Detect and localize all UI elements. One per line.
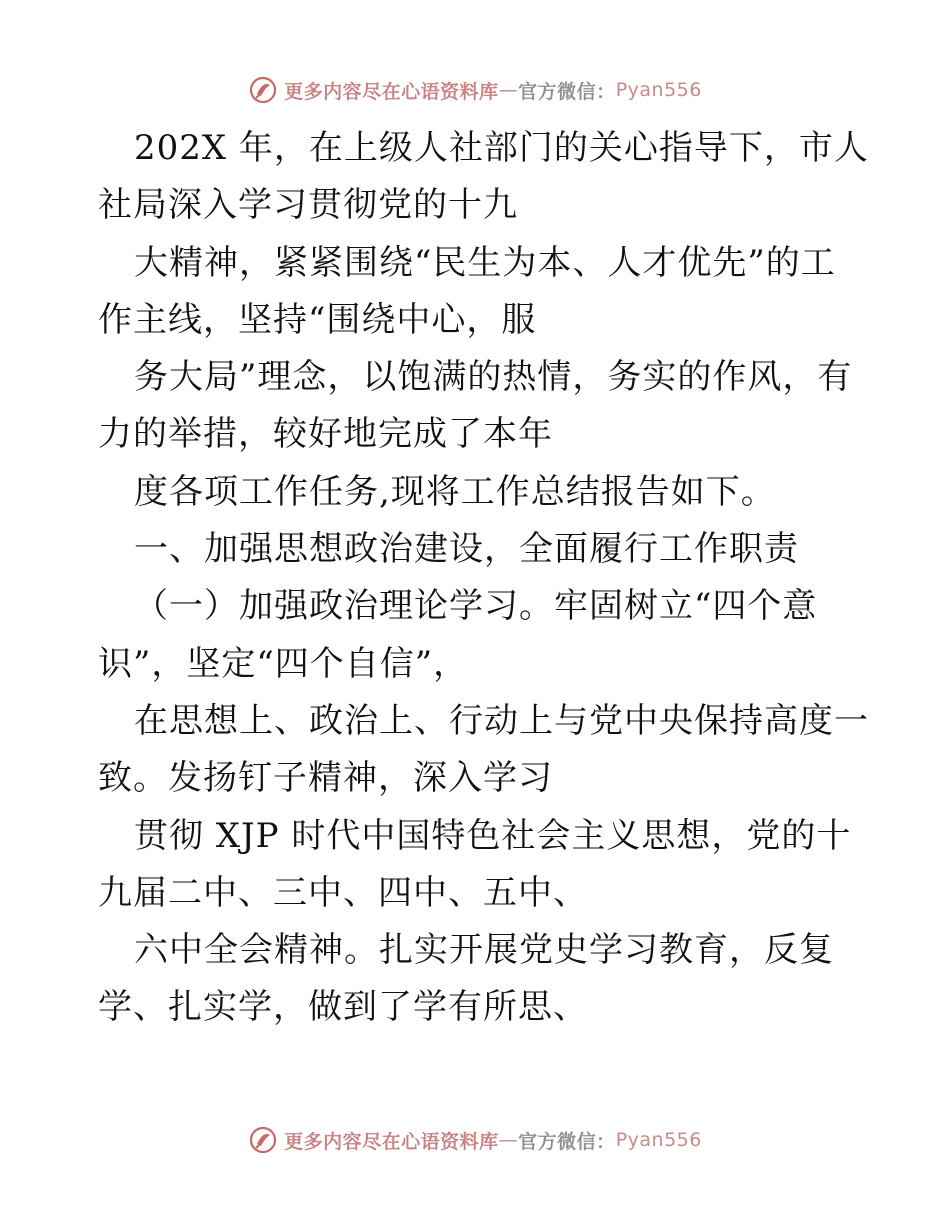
- paragraph-line: 作主线，坚持“围绕中心，服: [98, 299, 537, 340]
- paragraph-line: 识”，坚定“四个自信”，: [98, 643, 469, 684]
- paragraph-line: 社局深入学习贯彻党的十九: [98, 185, 518, 226]
- watermark-dash: —: [498, 1129, 519, 1151]
- header-watermark: [0, 70, 950, 110]
- paragraph-line: 力的举措，较好地完成了本年: [98, 414, 553, 455]
- watermark-label: 官方微信：: [518, 1130, 616, 1153]
- paragraph-line: 202X 年，在上级人社部门的关心指导下，市人: [134, 128, 869, 168]
- paragraph-line: 务大局”理念，以饱满的热情，务实的作风，有: [134, 357, 853, 398]
- paragraph-line: （一）加强政治理论学习。牢固树立“四个意: [134, 586, 818, 627]
- logo-icon: [248, 1125, 278, 1155]
- paragraph-line: 学、扎实学，做到了学有所思、: [98, 987, 588, 1028]
- section-heading: 一、加强思想政治建设，全面履行工作职责: [134, 529, 799, 570]
- watermark-title: 更多内容尽在心语资料库: [284, 80, 499, 103]
- paragraph-line: 致。发扬钉子精神，深入学习: [98, 758, 553, 799]
- watermark-wechat-id: Pyan556: [615, 1129, 702, 1151]
- watermark-title: 更多内容尽在心语资料库: [284, 1130, 499, 1153]
- watermark-dash: —: [498, 79, 519, 101]
- paragraph-line: 六中全会精神。扎实开展党史学习教育，反复: [134, 930, 834, 971]
- document-body: [98, 120, 869, 1037]
- paragraph-line: 度各项工作任务,现将工作总结报告如下。: [134, 471, 776, 512]
- watermark-wechat-id: Pyan556: [615, 79, 702, 101]
- logo-icon: [248, 75, 278, 105]
- paragraph-line: 贯彻 XJP 时代中国特色社会主义思想，党的十: [134, 815, 852, 856]
- paragraph-line: 在思想上、政治上、行动上与党中央保持高度一: [134, 700, 869, 741]
- footer-watermark: [0, 1120, 950, 1160]
- paragraph-line: 九届二中、三中、四中、五中、: [98, 872, 588, 913]
- paragraph-line: 大精神，紧紧围绕“民生为本、人才优先”的工: [134, 242, 836, 283]
- watermark-label: 官方微信：: [518, 80, 616, 103]
